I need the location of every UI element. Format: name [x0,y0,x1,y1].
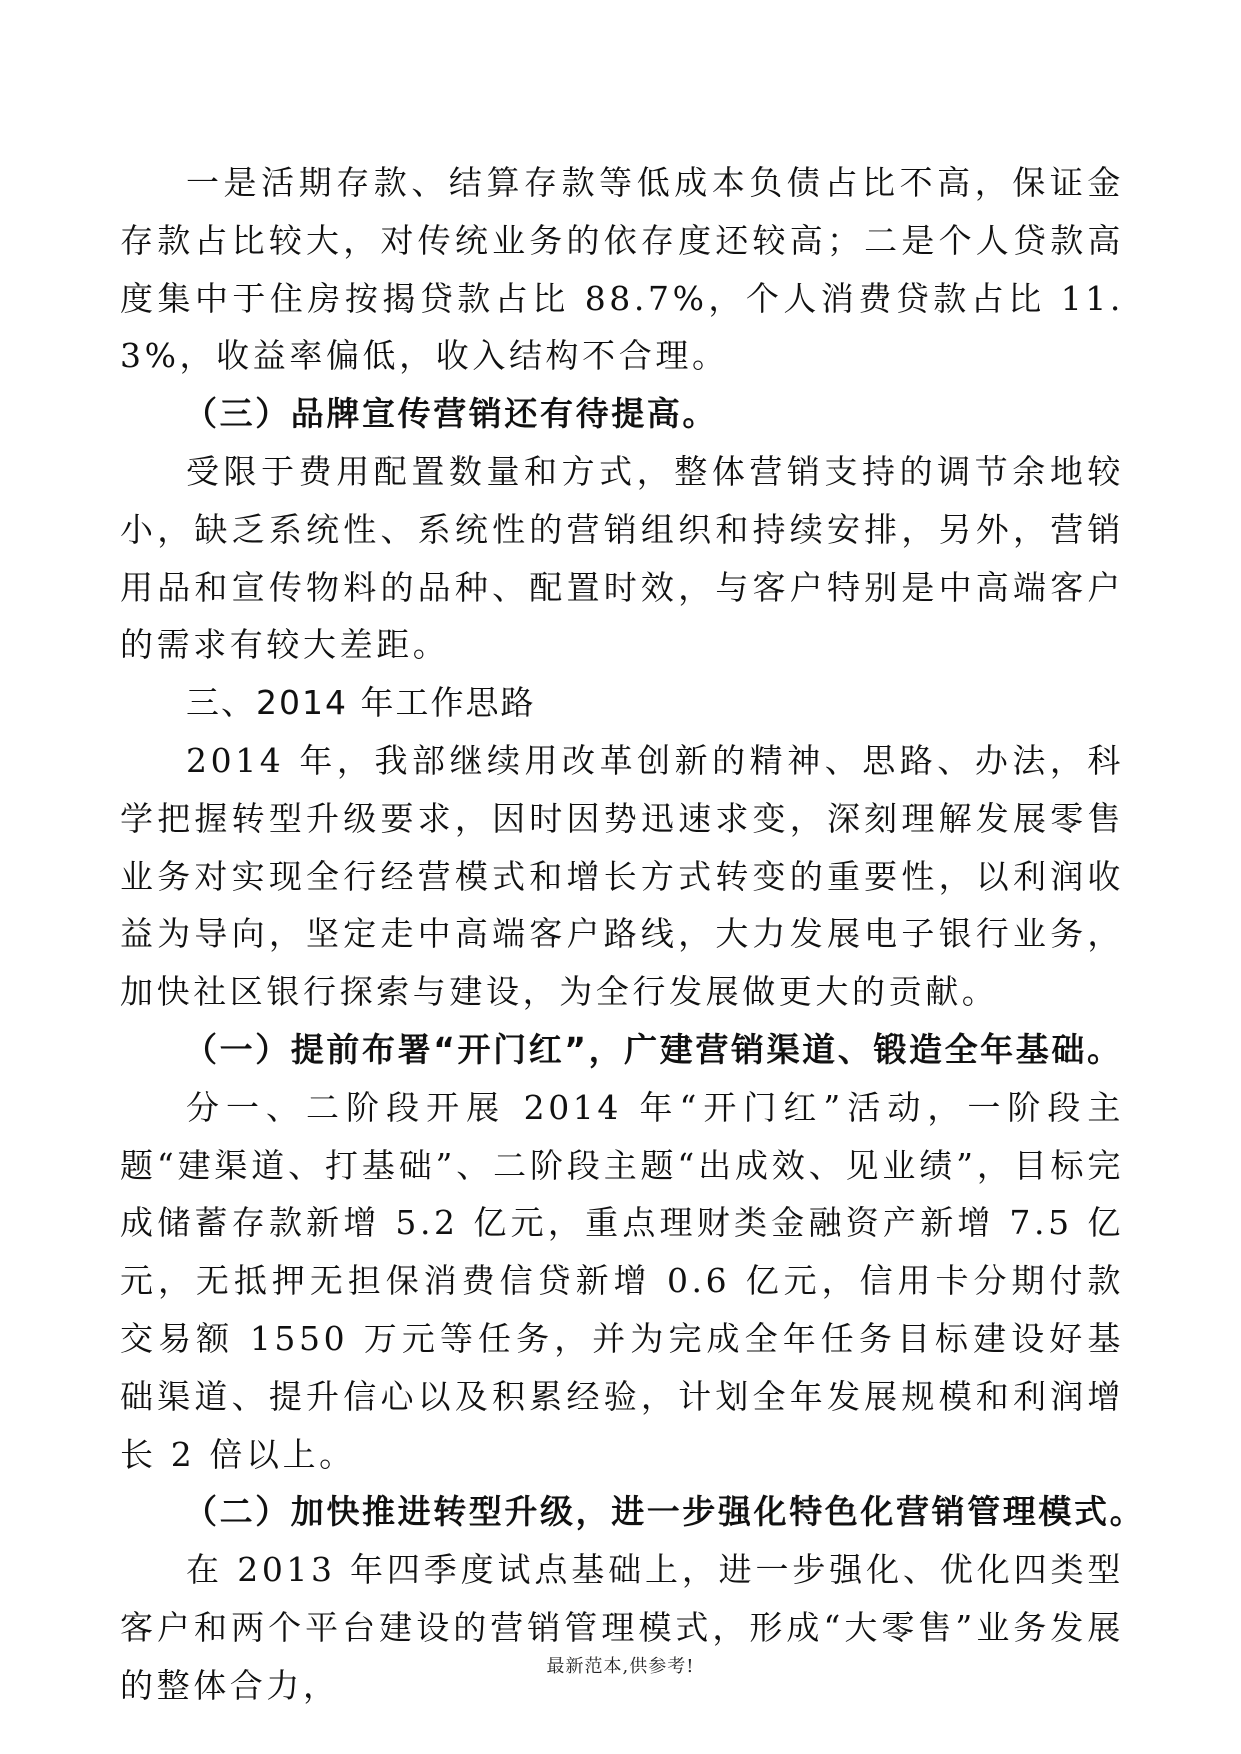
section-title-2014-plan: 三、2014 年工作思路 [186,683,536,723]
paragraph-liability-structure: 一是活期存款、结算存款等低成本负债占比不高，保证金存款占比较大，对传统业务的依存度还较高；二是个人贷款高度集中于住房按揭贷款占比 88.7%，个人消费贷款占比 11.3%，收益率偏低，收入结构不合理。 [120,163,1124,376]
paragraph-2014-plan: 2014 年，我部继续用改革创新的精神、思路、办法，科学把握转型升级要求，因时因势迅速求变，深刻理解发展零售业务对实现全行经营模式和增长方式转变的重要性，以利润收益为导向，坚定走中高端客户路线，大力发展电子银行业务，加快社区银行探索与建设，为全行发展做更大的贡献。 [120,740,1124,1012]
heading-transformation: （二）加快推进转型升级，进一步强化特色化营销管理模式。 [184,1492,1146,1532]
paragraph-transformation: 在 2013 年四季度试点基础上，进一步强化、优化四类型客户和两个平台建设的营销管理模式，形成“大零售”业务发展的整体合力， [120,1550,1124,1705]
document-body [120,154,1146,1715]
heading-brand-marketing: （三）品牌宣传营销还有待提高。 [184,394,718,434]
paragraph-brand-marketing: 受限于费用配置数量和方式，整体营销支持的调节余地较小，缺乏系统性、系统性的营销组织和持续安排，另外，营销用品和宣传物料的品种、配置时效，与客户特别是中高端客户的需求有较大差距。 [120,451,1124,665]
paragraph-opening-campaign: 分一、二阶段开展 2014 年“开门红”活动，一阶段主题“建渠道、打基础”、二阶段主题“出成效、见业绩”，目标完成储蓄存款新增 5.2 亿元，重点理财类金融资产新增 7.5 亿元，无抵押无担保消费信贷新增 0.6 亿元，信用卡分期付款交易额 1550 万元等任务，并为完成全年任务目标建设好基础渠道、提升信心以及积累经验，计划全年发展规模和利润增长 2 倍以上。 [120,1087,1124,1474]
page-footer: 最新范本,供参考! [546,1656,695,1677]
heading-opening-campaign: （一）提前布署“开门红”，广建营销渠道、锻造全年基础。 [184,1029,1123,1069]
